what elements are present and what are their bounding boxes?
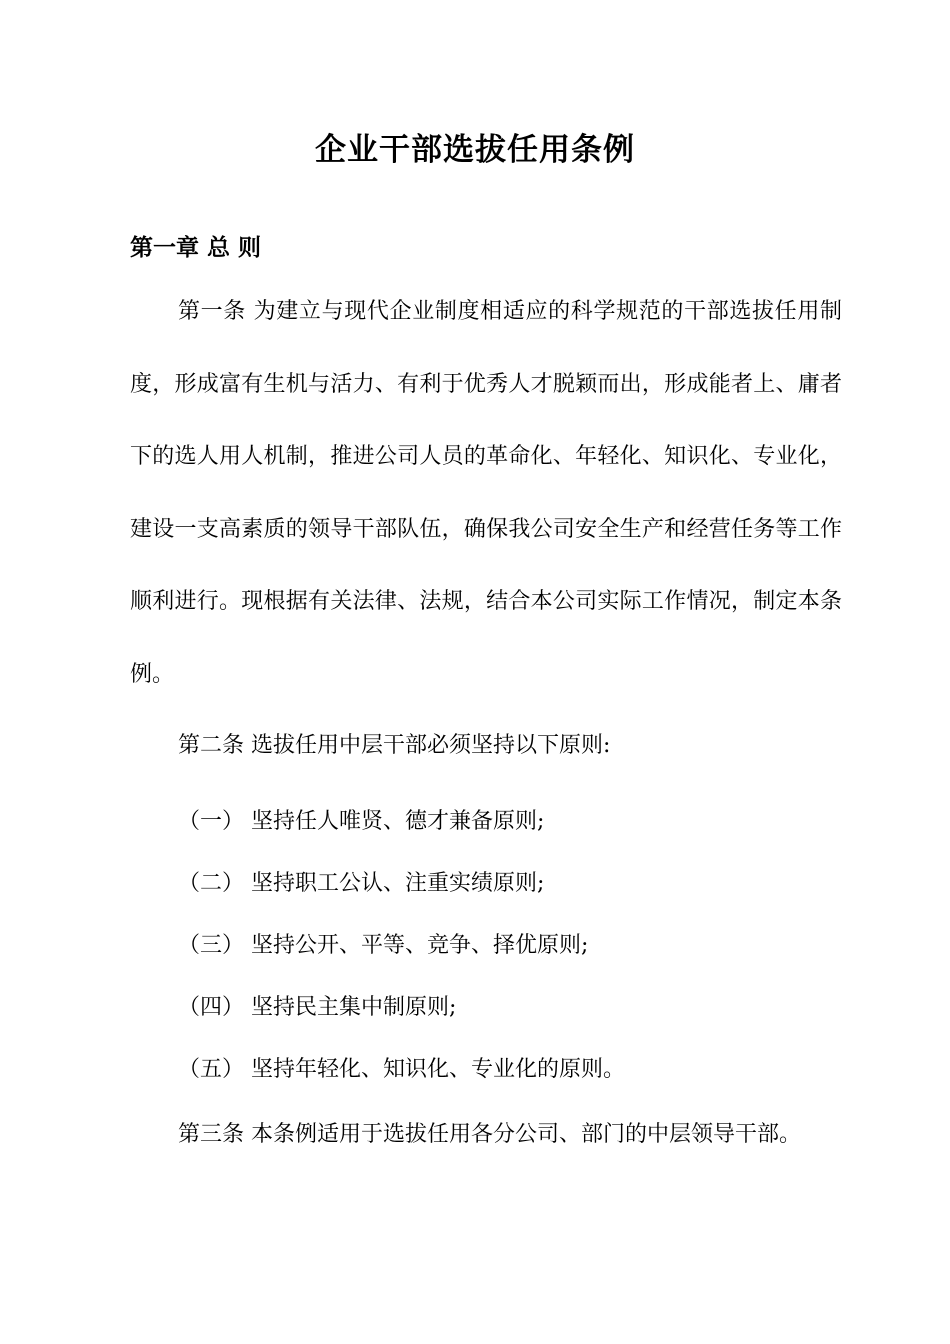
principle-item-1: （一） 坚持任人唯贤、德才兼备原则; [178,809,545,834]
principle-item-5: （五） 坚持年轻化、知识化、专业化的原则。 [178,1057,625,1082]
principle-item-4: （四） 坚持民主集中制原则; [178,995,457,1020]
article-3-paragraph: 第三条 本条例适用于选拔任用各分公司、部门的中层领导干部。 [178,1122,801,1147]
chapter-heading: 第一章 总 则 [130,235,262,261]
document-title: 企业干部选拔任用条例 [315,132,635,168]
principle-item-3: （三） 坚持公开、平等、竞争、择优原则; [178,933,589,958]
article-2-paragraph: 第二条 选拔任用中层干部必须坚持以下原则: [178,733,611,758]
article-1-paragraph: 第一条 为建立与现代企业制度相适应的科学规范的干部选拔任用制度，形成富有生机与活力、有利于优秀人才脱颖而出，形成能者上、庸者下的选人用人机制，推进公司人员的革命化、年轻化、知识化、专业化，建设一支高素质的领导干部队伍，确保我公司安全生产和经营任务等工作顺利进行。现根据有关法律、法规，结合本公司实际工作情况，制定本条例。 [130,299,842,687]
principle-item-2: （二） 坚持职工公认、注重实绩原则; [178,871,545,896]
